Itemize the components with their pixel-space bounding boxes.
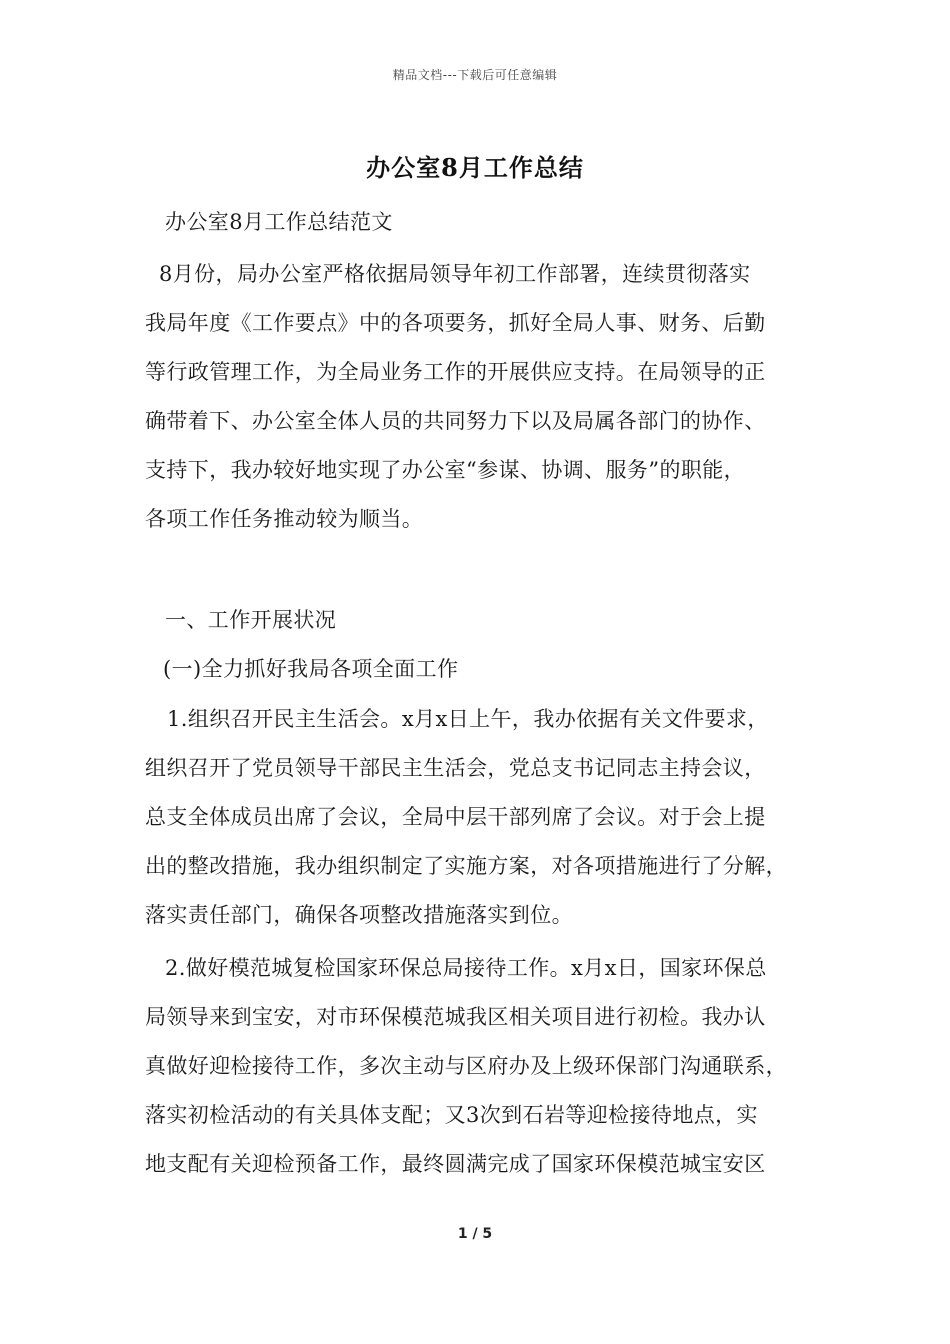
subsection-heading: (一)全力抓好我局各项全面工作 bbox=[163, 657, 459, 681]
paragraph-line: 出的整改措施，我办组织制定了实施方案，对各项措施进行了分解， bbox=[145, 854, 787, 878]
paragraph-line: 落实责任部门，确保各项整改措施落实到位。 bbox=[145, 903, 573, 927]
paragraph-line: 地支配有关迎检预备工作，最终圆满完成了国家环保模范城宝安区 bbox=[145, 1152, 766, 1176]
paragraph-line: 局领导来到宝安，对市环保模范城我区相关项目进行初检。我办认 bbox=[145, 1005, 766, 1029]
paragraph-line: 确带着下、办公室全体人员的共同努力下以及局属各部门的协作、 bbox=[145, 409, 766, 433]
paragraph-line: 1.组织召开民主生活会。x月x日上午，我办依据有关文件要求， bbox=[167, 707, 769, 731]
paragraph-line: 支持下，我办较好地实现了办公室“参谋、协调、服务”的职能， bbox=[145, 458, 746, 482]
page-number: 1 / 5 bbox=[457, 1226, 493, 1242]
paragraph-line: 8月份，局办公室严格依据局领导年初工作部署，连续贯彻落实 bbox=[159, 262, 751, 286]
document-subtitle: 办公室8月工作总结范文 bbox=[165, 210, 393, 234]
page-header: 精品文档---下载后可任意编辑 bbox=[392, 68, 558, 82]
paragraph-line: 真做好迎检接待工作，多次主动与区府办及上级环保部门沟通联系， bbox=[145, 1054, 787, 1078]
item-1-paragraph bbox=[145, 695, 835, 940]
item-2-paragraph bbox=[145, 944, 835, 1189]
document-title: 办公室8月工作总结 bbox=[366, 153, 584, 182]
paragraph-line: 我局年度《工作要点》中的各项要务，抓好全局人事、财务、后勤 bbox=[145, 311, 766, 335]
paragraph-line: 各项工作任务推动较为顺当。 bbox=[145, 507, 424, 531]
paragraph-line: 落实初检活动的有关具体支配；又3次到石岩等迎检接待地点，实 bbox=[145, 1103, 758, 1127]
section-heading: 一、工作开展状况 bbox=[165, 608, 337, 632]
intro-paragraph bbox=[145, 250, 835, 544]
paragraph-line: 组织召开了党员领导干部民主生活会，党总支书记同志主持会议， bbox=[145, 756, 766, 780]
paragraph-line: 2.做好模范城复检国家环保总局接待工作。x月x日，国家环保总 bbox=[165, 956, 767, 980]
paragraph-line: 等行政管理工作，为全局业务工作的开展供应支持。在局领导的正 bbox=[145, 360, 766, 384]
paragraph-line: 总支全体成员出席了会议，全局中层干部列席了会议。对于会上提 bbox=[145, 805, 766, 829]
